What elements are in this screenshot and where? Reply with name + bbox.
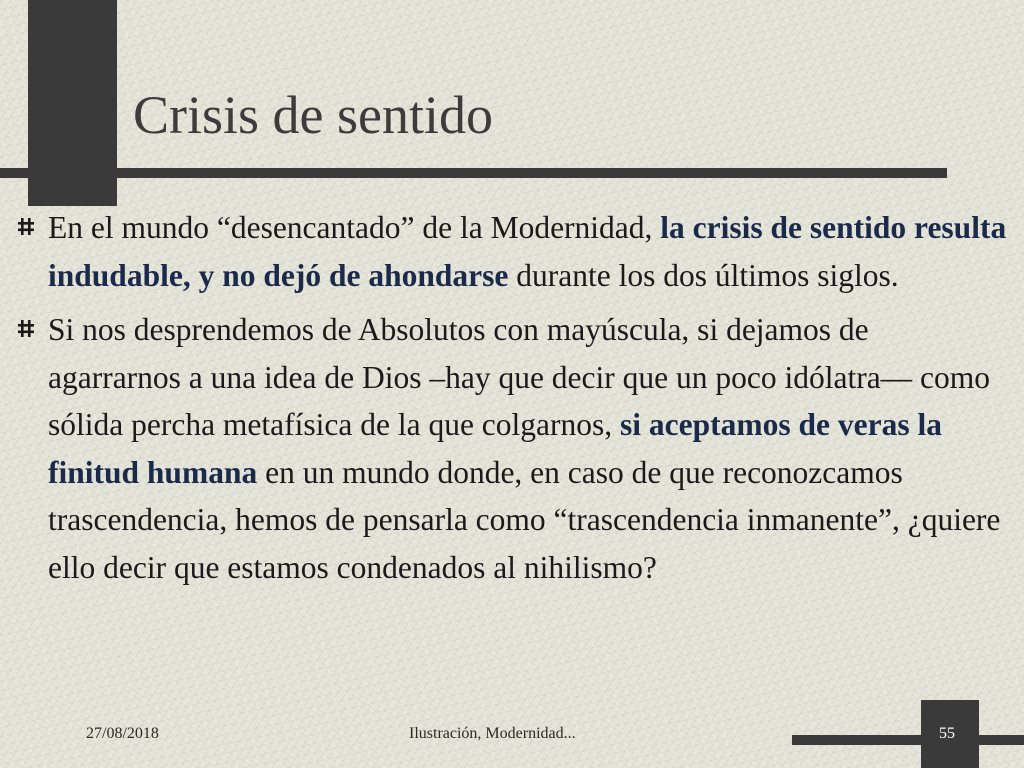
footer-date: 27/08/2018: [86, 725, 159, 742]
bullet-text: [48, 312, 1000, 585]
page-number: 55: [939, 725, 955, 742]
bullet-text-segment: En el mundo “desencantado” de la Modernidad,: [48, 210, 661, 245]
decorative-bottom-line: [792, 735, 1024, 745]
bullet-item: [18, 204, 1008, 299]
bullet-text-segment: durante los dos últimos siglos.: [508, 257, 899, 293]
footer-title: Ilustración, Modernidad...: [409, 725, 576, 742]
slide-title: Crisis de sentido: [133, 85, 493, 145]
bullet-text-emphasis: la crisis de sentido resulta indudable, y no dejó de ahondarse: [48, 210, 1007, 293]
decorative-horizontal-bar: [0, 168, 947, 178]
bullet-item: [18, 306, 1008, 591]
hash-bullet-icon: [18, 217, 34, 236]
bullet-list: [18, 204, 1008, 598]
bullet-text: [48, 210, 1006, 293]
bullet-text-segment: en un mundo donde, en caso de que reconozcamos trascendencia, hemos de pensarla como “trascendencia inmanente”, ¿quiere ello decir que estamos condenados al nihilismo?: [48, 454, 1001, 585]
bullet-text-emphasis: si aceptamos de veras la finitud humana: [48, 407, 942, 490]
hash-bullet-icon: [18, 319, 34, 338]
bullet-text-segment: Si nos desprendemos de Absolutos con mayúscula, si dejamos de agarrarnos a una idea de Dios –hay que decir que un poco idólatra— como sólida percha metafísica de la que colgarnos,: [48, 312, 991, 442]
